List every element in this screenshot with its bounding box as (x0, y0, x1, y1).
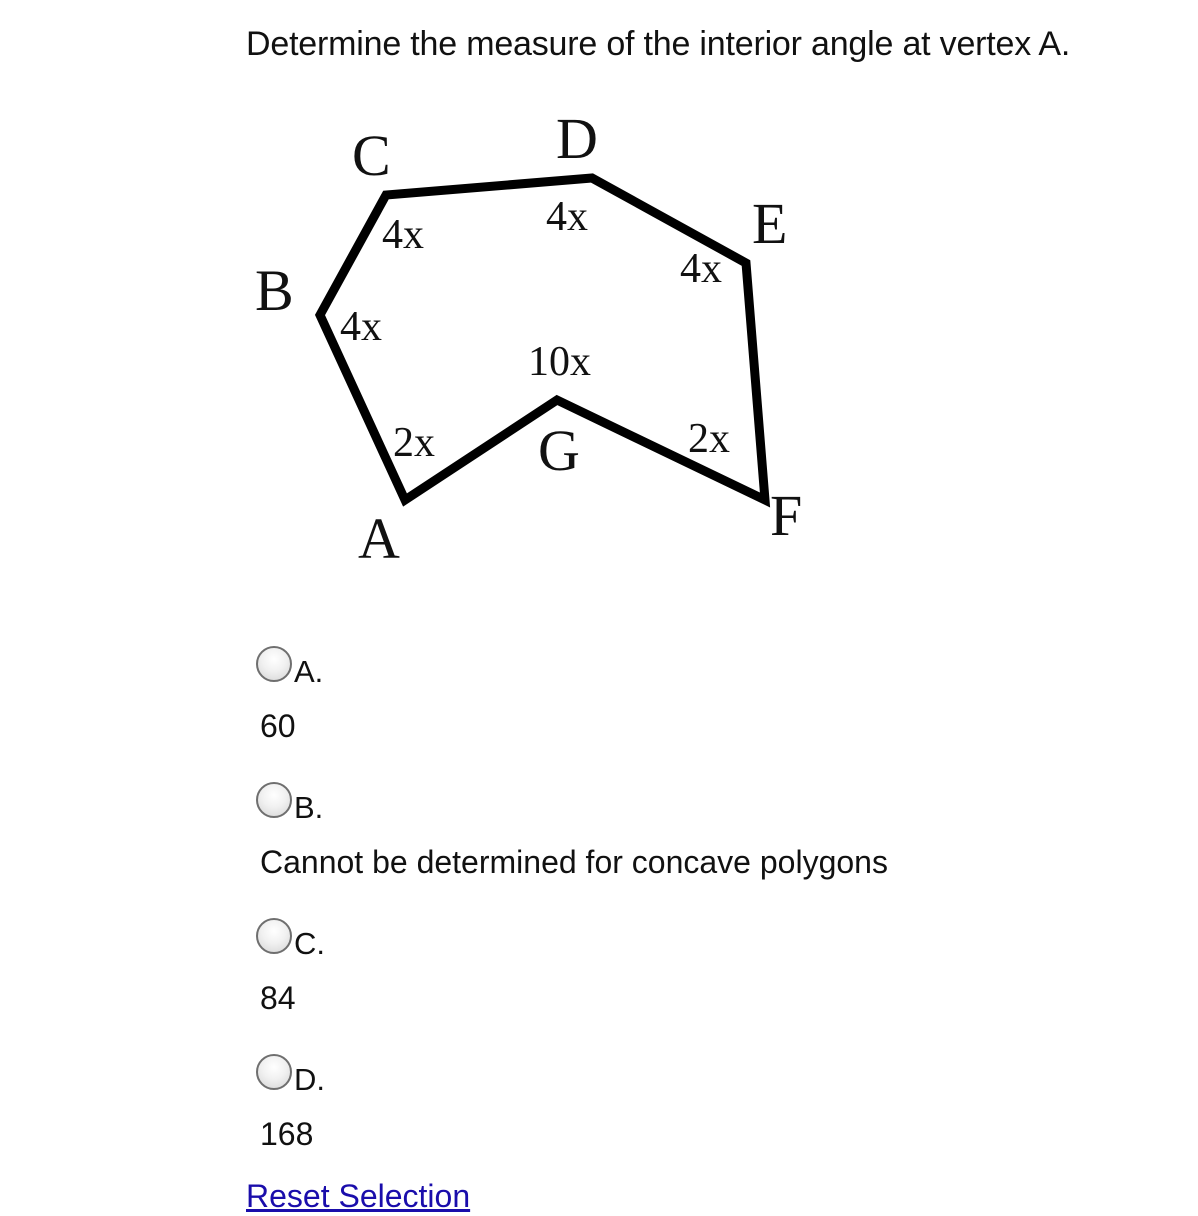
angle-label-g: 10x (528, 339, 591, 385)
vertex-label-e: E (752, 191, 788, 256)
angle-label-c: 4x (382, 212, 424, 258)
option-d[interactable] (256, 1054, 325, 1097)
angle-label-f: 2x (688, 416, 730, 462)
option-b-text: Cannot be determined for concave polygons (260, 844, 888, 880)
option-a[interactable] (256, 646, 324, 689)
option-c-text: 84 (260, 980, 296, 1016)
vertex-label-c: C (352, 123, 391, 188)
angle-label-e: 4x (680, 246, 722, 292)
option-c-letter: C. (294, 926, 325, 961)
vertex-label-b: B (255, 258, 294, 323)
polygon-figure (0, 0, 1198, 600)
option-d-text: 168 (260, 1116, 314, 1152)
option-b[interactable] (256, 782, 324, 825)
option-b-letter: B. (294, 790, 324, 825)
option-a-letter: A. (294, 654, 324, 689)
option-c-radio[interactable] (256, 918, 292, 954)
option-b-radio[interactable] (256, 782, 292, 818)
question-text: Determine the measure of the interior angle at vertex A. (246, 25, 1071, 63)
vertex-label-d: D (556, 106, 598, 171)
vertex-label-a: A (358, 506, 400, 571)
reset-selection-link[interactable]: Reset Selection (246, 1178, 471, 1214)
vertex-label-g: G (538, 418, 580, 483)
vertex-label-f: F (770, 483, 803, 548)
option-d-radio[interactable] (256, 1054, 292, 1090)
option-a-radio[interactable] (256, 646, 292, 682)
angle-label-b: 4x (340, 304, 382, 350)
option-c[interactable] (256, 918, 325, 961)
option-d-letter: D. (294, 1062, 325, 1097)
angle-label-d: 4x (546, 194, 588, 240)
option-a-text: 60 (260, 708, 296, 744)
angle-label-a: 2x (393, 420, 435, 466)
